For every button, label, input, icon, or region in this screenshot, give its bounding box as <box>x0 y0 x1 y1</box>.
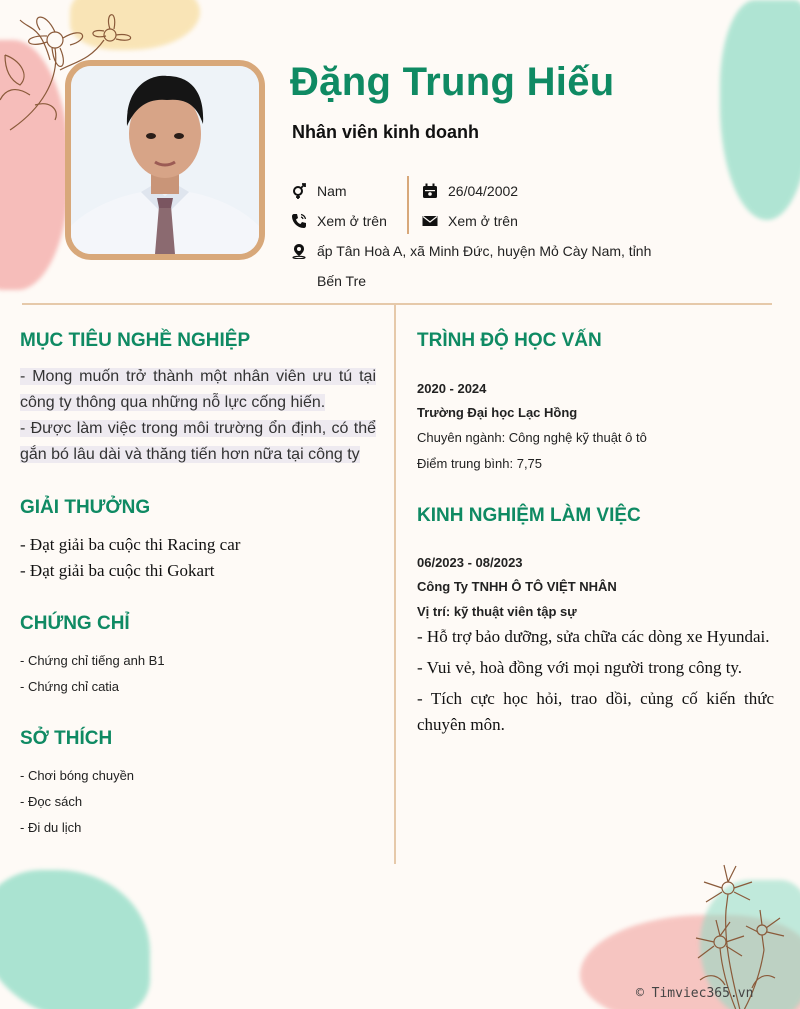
education-major: Chuyên ngành: Công nghệ kỹ thuật ô tô <box>417 430 647 445</box>
objective-title: MỤC TIÊU NGHỀ NGHIỆP <box>20 330 251 351</box>
gender-icon <box>291 183 307 199</box>
education-school: Trường Đại học Lạc Hồng <box>417 405 578 420</box>
duty-item: - Hỗ trợ bảo dưỡng, sửa chữa các dòng xe Hyundai. <box>417 627 770 646</box>
profile-photo <box>65 60 265 260</box>
objective-line-text: - Được làm việc trong môi trường ổn định, có thể <box>20 420 376 437</box>
address-line1: ấp Tân Hoà A, xã Minh Đức, huyện Mỏ Cày Nam, tỉnh <box>317 243 652 259</box>
info-divider <box>407 176 409 234</box>
watermark: © Timviec365.vn <box>636 986 754 1001</box>
awards-title: GIẢI THƯỞNG <box>20 497 151 518</box>
objective-line-text: gắn bó lâu dài và thăng tiến hơn nữa tại công ty <box>20 446 360 463</box>
watercolor-decoration <box>720 0 800 220</box>
education-title: TRÌNH ĐỘ HỌC VẤN <box>417 330 602 351</box>
award-item: - Đạt giải ba cuộc thi Racing car <box>20 535 241 554</box>
objective-line <box>20 390 376 416</box>
experience-position: Vị trí: kỹ thuật viên tập sự <box>417 604 577 619</box>
education-gpa: Điểm trung bình: 7,75 <box>417 456 543 471</box>
hobby-item: - Đi du lịch <box>20 820 82 835</box>
phone-value: Xem ở trên <box>317 213 387 229</box>
objective-line <box>20 364 376 390</box>
watercolor-decoration <box>0 870 150 1009</box>
mail-icon <box>422 213 438 229</box>
certificates-title: CHỨNG CHỈ <box>20 613 130 634</box>
certificate-item: - Chứng chỉ tiếng anh B1 <box>20 653 165 668</box>
gender-value: Nam <box>317 183 347 199</box>
address-line2: Bến Tre <box>317 273 367 289</box>
experience-title: KINH NGHIỆM LÀM VIỆC <box>417 505 641 526</box>
objective-line <box>20 442 376 468</box>
experience-period: 06/2023 - 08/2023 <box>417 555 523 570</box>
experience-duties <box>417 624 774 738</box>
job-title: Nhân viên kinh doanh <box>292 122 480 142</box>
header-divider <box>22 303 772 305</box>
candidate-name: Đặng Trung Hiếu <box>290 60 615 104</box>
award-item: - Đạt giải ba cuộc thi Gokart <box>20 561 215 580</box>
hobby-item: - Đọc sách <box>20 794 83 809</box>
portrait-avatar-icon <box>71 66 259 254</box>
calendar-icon <box>422 183 438 199</box>
certificate-item: - Chứng chỉ catia <box>20 679 120 694</box>
awards-list <box>20 532 380 584</box>
objective-text <box>20 364 376 468</box>
birthday-value: 26/04/2002 <box>448 183 519 199</box>
hobbies-title: SỞ THÍCH <box>20 728 113 749</box>
email-value: Xem ở trên <box>448 213 518 229</box>
objective-line <box>20 416 376 442</box>
objective-line-text: công ty thông qua những nỗ lực cống hiến. <box>20 394 326 411</box>
column-divider <box>394 304 396 864</box>
education-period: 2020 - 2024 <box>417 381 487 396</box>
duty-item: - Tích cực học hỏi, trao dồi, củng cố kiến thức chuyên môn. <box>417 689 774 734</box>
location-icon <box>291 243 307 259</box>
duty-item: - Vui vẻ, hoà đồng với mọi người trong công ty. <box>417 658 743 677</box>
hobby-item: - Chơi bóng chuyền <box>20 768 135 783</box>
phone-icon <box>291 213 307 229</box>
objective-line-text: - Mong muốn trở thành một nhân viên ưu tú tại <box>20 368 376 385</box>
experience-company: Công Ty TNHH Ô TÔ VIỆT NHÂN <box>417 579 617 594</box>
